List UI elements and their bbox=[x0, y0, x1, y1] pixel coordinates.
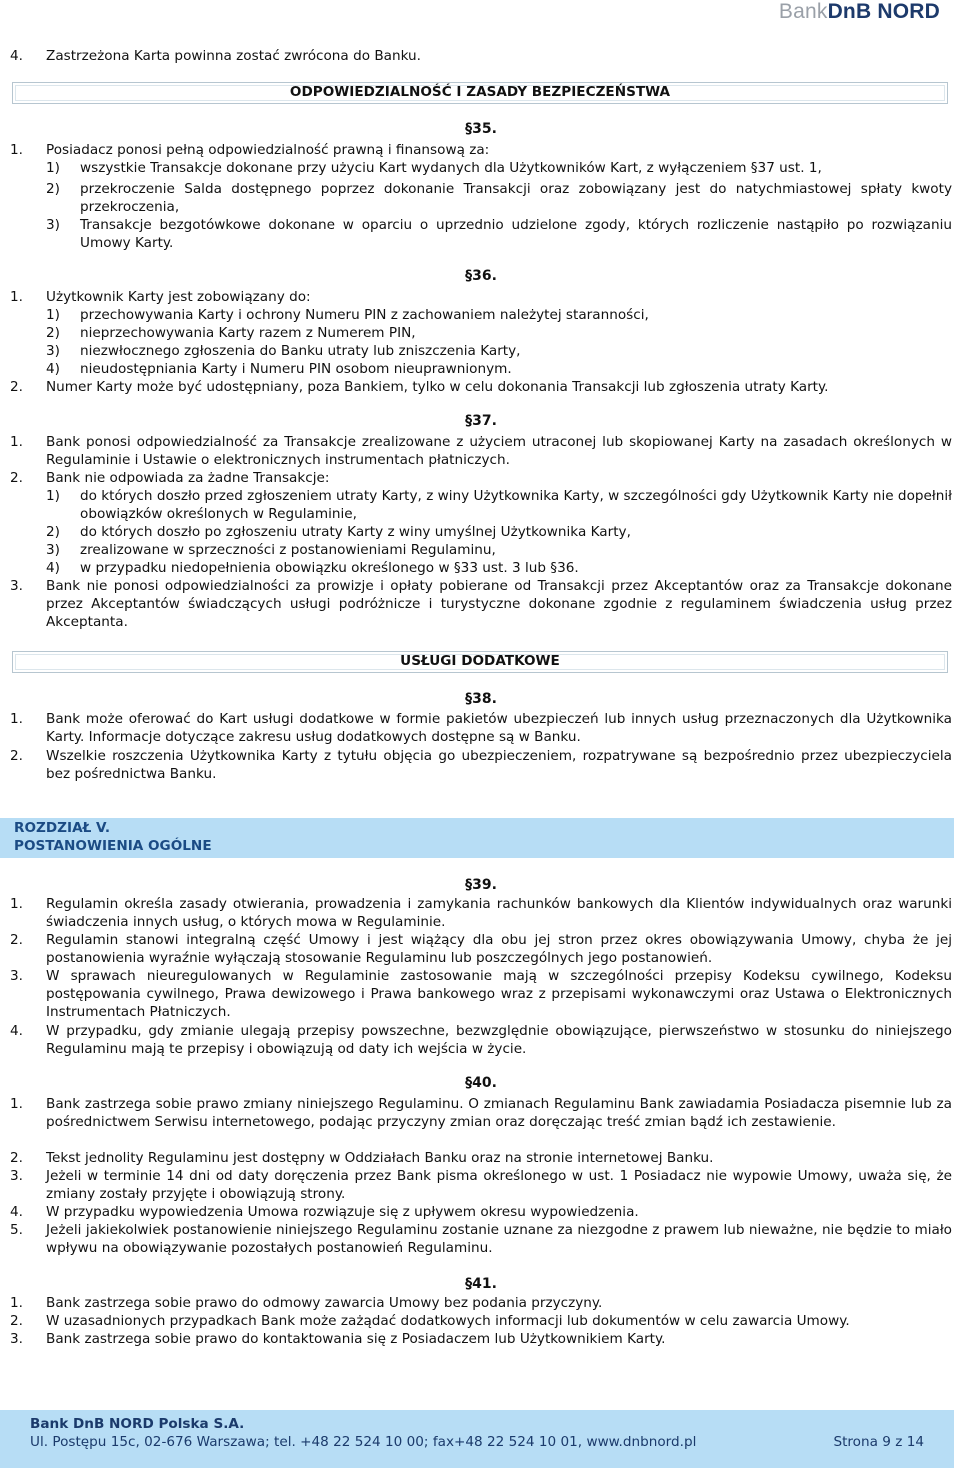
logo-dnb-text: DnB NORD bbox=[827, 0, 940, 23]
paragraph-number: §40. bbox=[465, 1075, 497, 1091]
footer-address: Ul. Postępu 15c, 02-676 Warszawa; tel. +48 22 524 10 00; fax+48 22 524 10 01, www.dnbnord.pl bbox=[30, 1434, 697, 1450]
logo-bank-text: Bank bbox=[778, 0, 828, 23]
section-title: ODPOWIEDZIALNOŚĆ I ZASADY BEZPIECZEŃSTWA bbox=[289, 84, 671, 100]
paragraph-number: §39. bbox=[465, 877, 497, 893]
page-footer bbox=[0, 1410, 954, 1468]
paragraph-number: §41. bbox=[465, 1276, 497, 1292]
paragraph-number: §38. bbox=[465, 691, 497, 707]
section-title: USŁUGI DODATKOWE bbox=[400, 653, 560, 669]
chapter-banner bbox=[0, 818, 954, 858]
paragraph-number: §35. bbox=[465, 121, 497, 137]
section-heading-box bbox=[12, 82, 948, 104]
section-heading-box bbox=[12, 651, 948, 673]
paragraph-number: §36. bbox=[465, 268, 497, 284]
paragraph-number: §37. bbox=[465, 413, 497, 429]
chapter-title: POSTANOWIENIA OGÓLNE bbox=[14, 838, 212, 854]
chapter-number: ROZDZIAŁ V. bbox=[14, 820, 110, 836]
page-number: Strona 9 z 14 bbox=[833, 1434, 924, 1450]
bank-logo bbox=[779, 0, 940, 24]
footer-company: Bank DnB NORD Polska S.A. bbox=[30, 1416, 245, 1432]
